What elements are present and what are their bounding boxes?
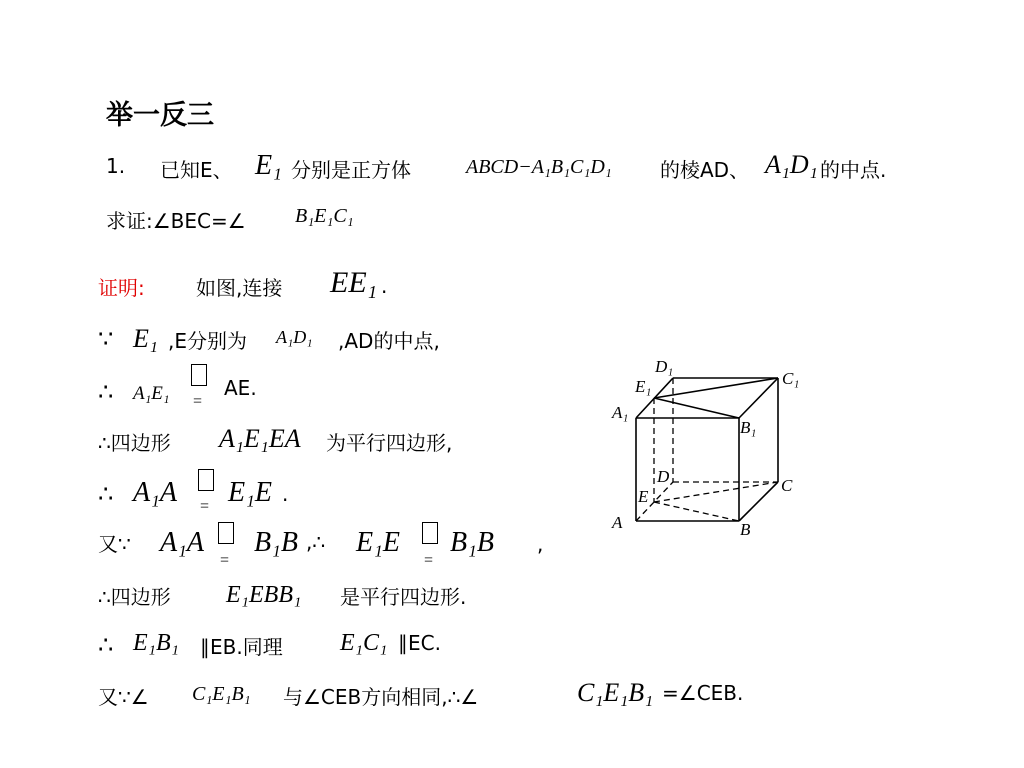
proof-line1-text2: ,AD的中点,: [338, 329, 440, 353]
math-EE1: EE₁: [330, 266, 378, 299]
missing-glyph-box: [191, 364, 207, 390]
math-A1D1: A₁D₁: [765, 150, 818, 179]
math-E1E: E₁E: [228, 477, 272, 508]
math-E1E-line5: E₁E: [356, 527, 400, 558]
math-A1E1EA: A₁E₁EA: [219, 424, 301, 453]
cube-figure: [600, 350, 820, 550]
equals-sign: =: [193, 393, 203, 410]
missing-glyph-box-4: [422, 522, 438, 548]
proof-line1-text1: ,E分别为: [168, 329, 247, 353]
proof-line5-text: ,∴: [306, 530, 326, 554]
math-E1: E₁: [255, 150, 282, 181]
proof-line6-text: 是平行四边形.: [340, 585, 467, 609]
label-A1: A₁: [612, 403, 629, 422]
missing-glyph-box-3: [218, 522, 234, 548]
math-A1D1-line1: A₁D₁: [276, 327, 313, 347]
label-B1: B₁: [740, 418, 757, 437]
label-C1: C₁: [782, 369, 800, 388]
equals-sign-3: =: [220, 552, 230, 569]
problem-text-1: 已知E、: [160, 158, 233, 182]
math-B1B: B₁B: [254, 527, 298, 558]
equals-sign-2: =: [200, 498, 210, 515]
label-B: B: [740, 520, 751, 539]
therefore-symbol-3: ∴: [98, 631, 114, 659]
math-B1B-2: B₁B: [450, 527, 494, 558]
math-E1B1: E₁B₁: [133, 630, 180, 656]
problem-text-3: 的棱AD、: [660, 158, 750, 182]
math-C1E1B1-2: C₁E₁B₁: [577, 678, 654, 707]
proof-line7-text1: ∥EB.同理: [200, 635, 283, 659]
problem-text-2: 分别是正方体: [291, 158, 411, 182]
therefore-symbol-2: ∴: [98, 480, 114, 508]
proof-line0-text: 如图,连接: [196, 276, 283, 300]
math-C1E1B1: C₁E₁B₁: [192, 683, 251, 705]
prove-label: 求证:∠BEC=∠: [106, 209, 246, 233]
label-C: C: [781, 476, 793, 495]
proof-line0-end: .: [381, 274, 388, 298]
proof-line4-end: .: [282, 482, 289, 506]
segment-EB: [654, 502, 739, 521]
label-E1: E₁: [635, 377, 652, 396]
problem-text-4: 的中点.: [820, 158, 887, 182]
math-prove-angle: B₁E₁C₁: [295, 205, 354, 227]
segment-E1B1: [654, 398, 739, 418]
math-E1EBB1: E₁EBB₁: [226, 582, 302, 608]
because-symbol: ∵: [98, 325, 114, 353]
math-E1C1: E₁C₁: [340, 630, 388, 656]
segment-EC: [654, 482, 778, 502]
problem-number: 1.: [106, 154, 126, 178]
proof-line5-label: 又∵: [98, 532, 131, 556]
label-E: E: [638, 487, 649, 506]
proof-line5-end: ,: [537, 532, 544, 556]
equals-sign-4: =: [424, 552, 434, 569]
label-A: A: [612, 513, 623, 532]
proof-line6-label: ∴四边形: [98, 585, 171, 609]
therefore-symbol: ∴: [98, 378, 114, 406]
label-D: D: [657, 467, 670, 486]
page-title: 举一反三: [106, 100, 214, 131]
missing-glyph-box-2: [198, 469, 214, 495]
proof-line7-text2: ∥EC.: [398, 631, 441, 655]
proof-line8-text2: =∠CEB.: [662, 681, 744, 705]
proof-line8-text1: 与∠CEB方向相同,∴∠: [283, 685, 479, 709]
math-A1A: A₁A: [133, 477, 177, 508]
proof-line2-text: AE.: [224, 376, 257, 400]
proof-line3-text: 为平行四边形,: [326, 431, 453, 455]
math-A1A-line5: A₁A: [160, 527, 204, 558]
math-cube-name: ABCD−A₁B₁C₁D₁: [466, 156, 612, 178]
label-D1: D₁: [655, 357, 674, 376]
proof-line3-label: ∴四边形: [98, 431, 171, 455]
math-A1E1: A₁E₁: [133, 383, 170, 404]
math-E1-line1: E₁: [133, 324, 158, 353]
proof-line8-label: 又∵∠: [98, 685, 149, 709]
proof-heading: 证明:: [98, 276, 145, 300]
